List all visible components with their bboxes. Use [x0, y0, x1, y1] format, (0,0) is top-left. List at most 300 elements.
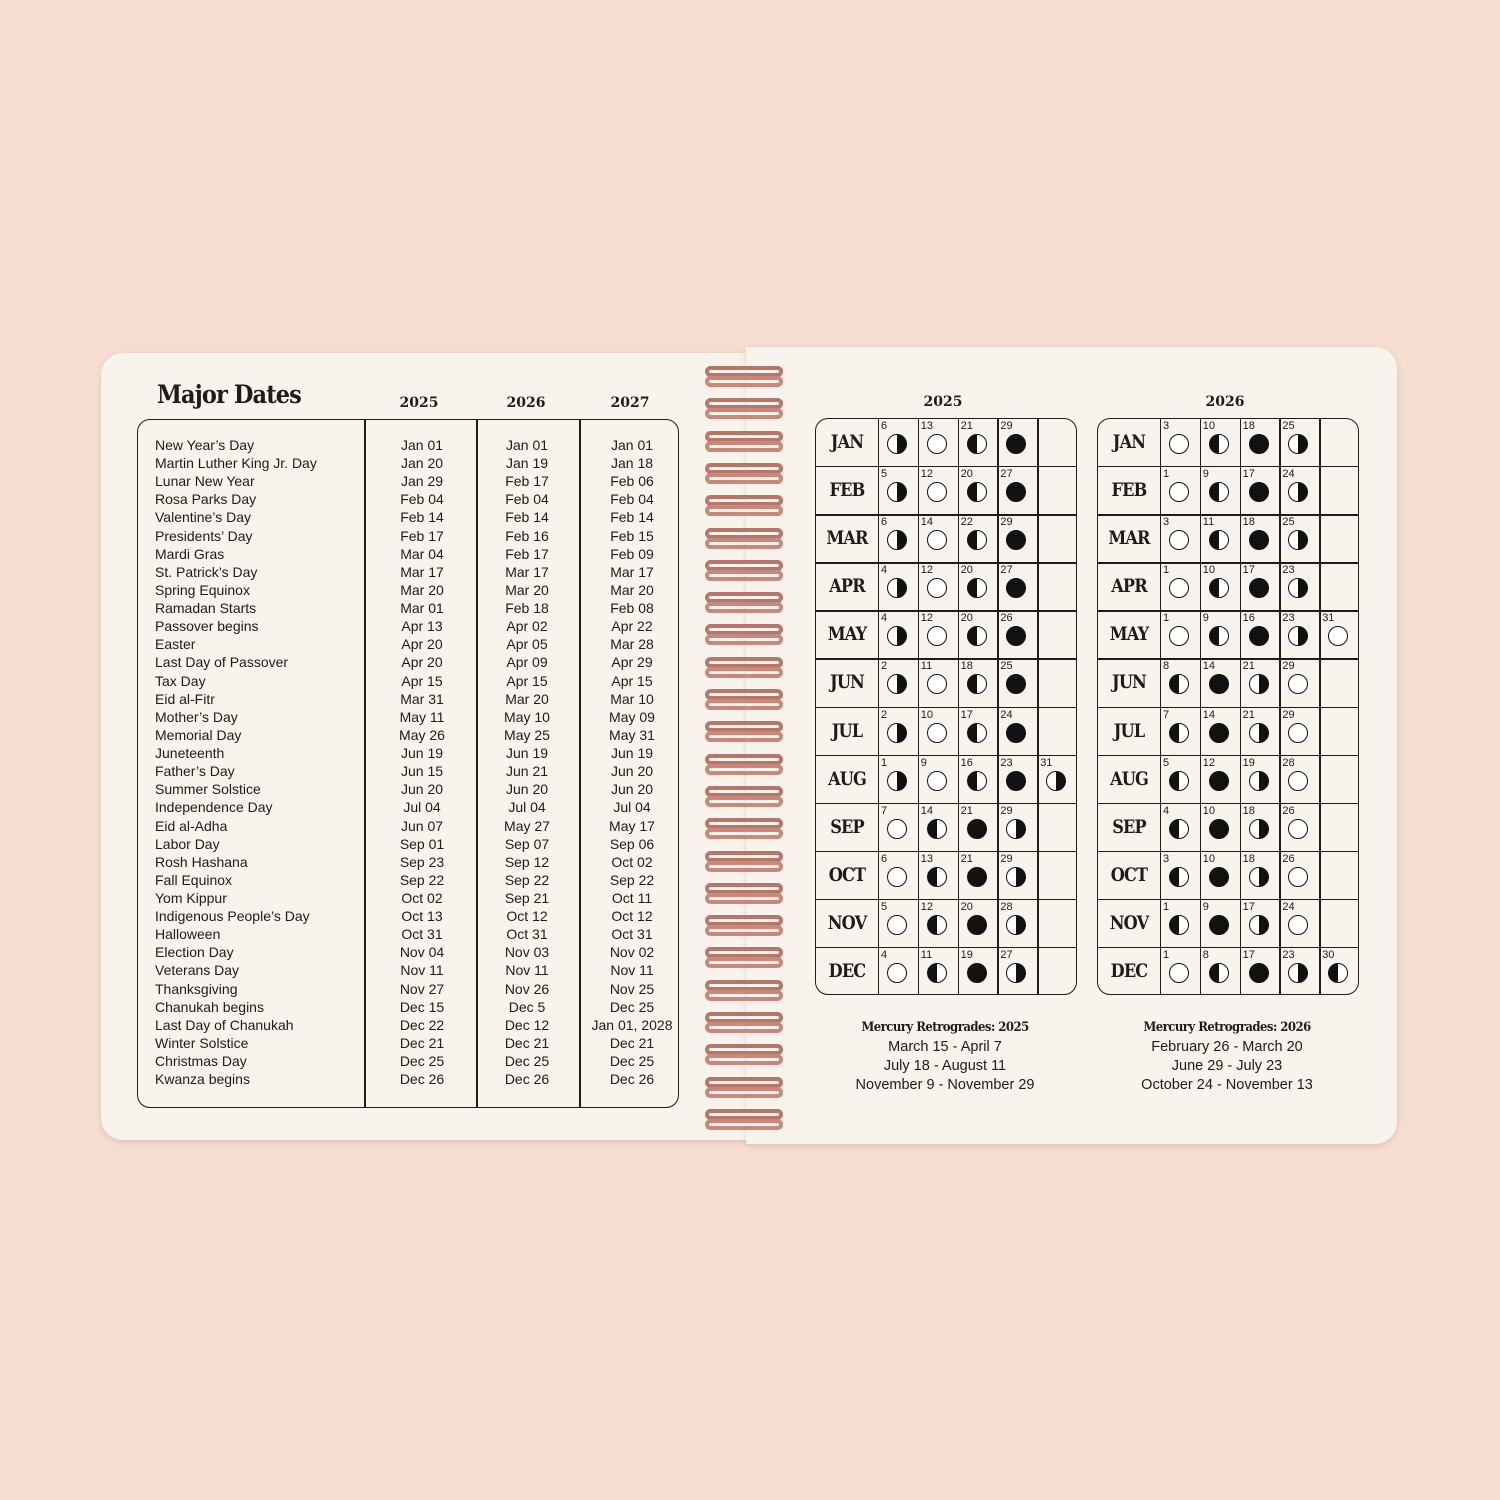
month-label: MAY — [1109, 623, 1148, 646]
date-2026: Feb 04 — [505, 491, 549, 508]
first-quarter-moon-icon — [1249, 771, 1269, 791]
new-moon-icon — [1006, 723, 1026, 743]
phase-day-number: 4 — [881, 948, 888, 961]
last-quarter-moon-icon — [967, 578, 987, 598]
spiral-coil — [705, 431, 783, 455]
date-2027: Dec 25 — [609, 1053, 655, 1070]
new-moon-icon — [1209, 771, 1229, 791]
grid-line — [815, 658, 1077, 659]
month-label: OCT — [1110, 863, 1147, 886]
date-2025: Apr 20 — [401, 654, 443, 671]
date-2027: Jun 20 — [610, 781, 654, 798]
last-quarter-moon-icon — [1169, 867, 1189, 887]
grid-line — [815, 562, 1077, 563]
last-quarter-moon-icon — [1209, 434, 1229, 454]
new-moon-icon — [967, 915, 987, 935]
date-2026: Apr 05 — [506, 636, 548, 653]
phase-day-number: 1 — [1163, 612, 1170, 625]
phase-day-number: 14 — [920, 516, 934, 529]
coil-loop — [705, 1022, 783, 1033]
phase-day-number: 16 — [1242, 612, 1255, 625]
coil-loop — [705, 538, 783, 549]
date-2027: Nov 25 — [609, 980, 655, 997]
phase-day-number: 29 — [1282, 660, 1295, 673]
holiday-name: Halloween — [155, 926, 221, 943]
date-2027: Nov 02 — [609, 944, 655, 961]
spiral-coil — [705, 657, 783, 681]
holiday-name: Memorial Day — [155, 726, 242, 743]
phase-day-number: 21 — [960, 420, 973, 432]
date-2026: Apr 09 — [506, 654, 548, 671]
date-2025: Dec 22 — [399, 1016, 445, 1033]
date-2026: May 27 — [504, 817, 550, 834]
phase-day-number: 23 — [1282, 612, 1295, 625]
grid-line — [1097, 658, 1359, 659]
date-2026: Dec 12 — [504, 1016, 550, 1033]
phase-day-number: 17 — [960, 708, 973, 721]
month-label: NOV — [827, 911, 866, 934]
holiday-name: New Year’s Day — [155, 437, 255, 453]
grid-line — [1097, 562, 1359, 563]
date-2027: Mar 28 — [610, 636, 654, 653]
last-quarter-moon-icon — [1209, 963, 1229, 983]
phase-day-number: 12 — [920, 612, 934, 625]
month-label: AUG — [1109, 767, 1148, 790]
holiday-name: Mother’s Day — [155, 708, 238, 725]
last-quarter-moon-icon — [967, 723, 987, 743]
full-moon-icon — [887, 963, 907, 983]
first-quarter-moon-icon — [887, 530, 907, 550]
retrograde-title: Mercury Retrogrades: 2025 — [861, 1020, 1029, 1035]
phase-day-number: 17 — [1242, 468, 1255, 481]
date-2027: Dec 25 — [609, 998, 655, 1015]
full-moon-icon — [1169, 434, 1189, 454]
date-2025: Jun 19 — [400, 745, 444, 762]
date-2026: May 25 — [504, 726, 550, 743]
full-moon-icon — [927, 434, 947, 454]
date-2026: Dec 21 — [504, 1034, 550, 1051]
date-2027: May 09 — [609, 708, 655, 725]
new-moon-icon — [1249, 578, 1269, 598]
phase-day-number: 2 — [881, 660, 888, 673]
holiday-name: Mardi Gras — [155, 545, 225, 562]
year-header-2026: 2026 — [506, 395, 546, 411]
new-moon-icon — [967, 867, 987, 887]
holiday-name: Ramadan Starts — [155, 600, 257, 617]
coil-loop — [705, 1077, 783, 1088]
new-moon-icon — [1249, 626, 1269, 646]
last-quarter-moon-icon — [1209, 578, 1229, 598]
year-header-2027: 2027 — [610, 395, 650, 411]
holiday-name: Summer Solstice — [155, 781, 261, 798]
coil-loop — [705, 408, 783, 419]
phase-day-number: 24 — [1282, 900, 1295, 913]
coil-loop — [705, 1119, 783, 1130]
date-2027: May 31 — [609, 726, 655, 743]
last-quarter-moon-icon — [1209, 482, 1229, 502]
grid-line — [1097, 466, 1359, 467]
last-quarter-moon-icon — [927, 963, 947, 983]
coil-loop — [705, 990, 783, 1001]
coil-loop — [705, 431, 783, 442]
coil-loop — [705, 1054, 783, 1065]
holiday-name: Rosa Parks Day — [155, 491, 257, 508]
phase-day-number: 14 — [1202, 708, 1216, 721]
phase-day-number: 1 — [1163, 948, 1170, 961]
date-2025: Dec 15 — [399, 998, 445, 1015]
date-2026: Feb 14 — [505, 509, 549, 526]
grid-line — [815, 755, 1077, 756]
date-2026: Mar 17 — [505, 563, 549, 580]
grid-line — [815, 851, 1077, 852]
full-moon-icon — [1169, 530, 1189, 550]
grid-line — [1097, 514, 1359, 515]
new-moon-icon — [1006, 771, 1026, 791]
moon-year-header: 2026 — [1205, 394, 1245, 410]
phase-day-number: 12 — [920, 468, 934, 481]
phase-day-number: 4 — [881, 612, 888, 625]
phase-day-number: 22 — [960, 516, 973, 529]
month-label: JUL — [831, 719, 862, 742]
holiday-name: Eid al-Fitr — [155, 690, 215, 707]
grid-line — [1097, 899, 1359, 900]
spiral-coil — [705, 883, 783, 907]
new-moon-icon — [1209, 819, 1229, 839]
spiral-coil — [705, 560, 783, 584]
date-2025: Feb 14 — [400, 509, 444, 526]
date-2027: Jan 01 — [610, 437, 654, 453]
coil-loop — [705, 731, 783, 742]
date-2026: Jul 04 — [508, 799, 546, 816]
date-2027: Oct 31 — [611, 926, 653, 943]
holiday-name: Christmas Day — [155, 1053, 247, 1070]
phase-day-number: 25 — [1282, 516, 1295, 529]
retrograde-period: March 15 - April 7 — [888, 1039, 1002, 1055]
date-2025: Feb 17 — [400, 527, 444, 544]
grid-line — [1097, 803, 1359, 804]
phase-day-number: 23 — [1282, 948, 1295, 961]
holiday-name: St. Patrick’s Day — [155, 563, 258, 580]
month-label: JUL — [1113, 719, 1144, 742]
month-label: FEB — [829, 479, 864, 502]
phase-day-number: 16 — [960, 756, 973, 769]
full-moon-icon — [1288, 771, 1308, 791]
phase-day-number: 13 — [920, 852, 934, 865]
date-2026: Jun 20 — [505, 781, 549, 798]
date-2027: Apr 15 — [611, 672, 653, 689]
date-2027: Mar 17 — [610, 563, 654, 580]
first-quarter-moon-icon — [1249, 819, 1269, 839]
phase-day-number: 7 — [1163, 708, 1170, 721]
phase-day-number: 11 — [920, 660, 933, 673]
date-2026: Mar 20 — [505, 690, 549, 707]
last-quarter-moon-icon — [967, 434, 987, 454]
date-2026: Jan 19 — [505, 455, 549, 472]
coil-loop — [705, 376, 783, 387]
month-label: MAR — [825, 527, 868, 550]
full-moon-icon — [887, 867, 907, 887]
month-label: SEP — [1111, 815, 1146, 838]
coil-loop — [705, 528, 783, 539]
date-2025: Sep 01 — [399, 835, 445, 852]
phase-day-number: 21 — [1242, 708, 1255, 721]
full-moon-icon — [1288, 867, 1308, 887]
date-2025: Jan 29 — [400, 473, 444, 490]
last-quarter-moon-icon — [1209, 530, 1229, 550]
date-2025: Nov 27 — [399, 980, 445, 997]
date-2026: Oct 12 — [506, 908, 548, 925]
month-label: DEC — [828, 959, 865, 982]
first-quarter-moon-icon — [887, 434, 907, 454]
first-quarter-moon-icon — [887, 771, 907, 791]
phase-day-number: 1 — [1163, 900, 1170, 913]
date-2027: Apr 29 — [611, 654, 653, 671]
phase-day-number: 10 — [1202, 564, 1216, 577]
new-moon-icon — [1209, 915, 1229, 935]
phase-day-number: 29 — [1000, 420, 1013, 432]
new-moon-icon — [1249, 963, 1269, 983]
phase-day-number: 25 — [1000, 660, 1013, 673]
phase-day-number: 14 — [1202, 660, 1216, 673]
date-2025: Jun 15 — [400, 763, 444, 780]
holiday-name: Election Day — [155, 944, 234, 961]
full-moon-icon — [927, 771, 947, 791]
phase-day-number: 10 — [1202, 420, 1216, 432]
date-2025: Mar 17 — [400, 563, 444, 580]
holiday-name: Last Day of Passover — [155, 654, 289, 671]
first-quarter-moon-icon — [1249, 723, 1269, 743]
new-moon-icon — [967, 819, 987, 839]
spiral-coil — [705, 528, 783, 552]
phase-day-number: 4 — [1163, 804, 1170, 817]
last-quarter-moon-icon — [967, 626, 987, 646]
holiday-name: Yom Kippur — [155, 890, 227, 906]
date-2025: Apr 13 — [401, 618, 443, 635]
last-quarter-moon-icon — [967, 482, 987, 502]
last-quarter-moon-icon — [1169, 915, 1189, 935]
last-quarter-moon-icon — [1328, 963, 1348, 983]
coil-loop — [705, 764, 783, 775]
phase-day-number: 26 — [1282, 852, 1295, 865]
spiral-coil — [705, 398, 783, 422]
phase-day-number: 31 — [1040, 756, 1053, 769]
month-label: NOV — [1109, 911, 1148, 934]
last-quarter-moon-icon — [967, 771, 987, 791]
date-2027: Jun 20 — [610, 763, 654, 780]
date-2027: Feb 04 — [610, 491, 654, 508]
date-2025: May 26 — [399, 726, 445, 743]
date-2026: Feb 16 — [505, 527, 549, 544]
new-moon-icon — [1249, 530, 1269, 550]
phase-day-number: 29 — [1282, 708, 1295, 721]
date-2025: Oct 02 — [401, 890, 443, 906]
spiral-coil — [705, 980, 783, 1004]
phase-day-number: 17 — [1242, 564, 1255, 577]
last-quarter-moon-icon — [1209, 626, 1229, 646]
spiral-coil — [705, 786, 783, 810]
full-moon-icon — [1169, 482, 1189, 502]
new-moon-icon — [1209, 867, 1229, 887]
date-2027: Apr 22 — [611, 618, 653, 635]
date-2026: Sep 12 — [504, 853, 550, 870]
grid-line — [1097, 707, 1359, 708]
phase-day-number: 9 — [920, 756, 927, 769]
phase-day-number: 6 — [881, 516, 888, 529]
retrograde-title: Mercury Retrogrades: 2026 — [1143, 1020, 1311, 1035]
holiday-name: Labor Day — [155, 835, 220, 852]
date-2026: Sep 22 — [504, 871, 550, 888]
date-2027: Jan 01, 2028 — [591, 1016, 673, 1033]
spiral-coil — [705, 1012, 783, 1036]
holiday-name: Easter — [155, 636, 196, 653]
phase-day-number: 18 — [1242, 852, 1255, 865]
date-2026: Dec 25 — [504, 1053, 550, 1070]
phase-day-number: 28 — [1282, 756, 1295, 769]
date-2025: Mar 04 — [400, 545, 444, 562]
coil-loop — [705, 796, 783, 807]
phase-day-number: 11 — [1202, 516, 1215, 529]
coil-loop — [705, 861, 783, 872]
date-2026: Sep 21 — [504, 890, 550, 906]
date-2027: Feb 08 — [610, 600, 654, 617]
phase-day-number: 21 — [960, 804, 973, 817]
date-2025: Oct 31 — [401, 926, 443, 943]
holiday-name: Indigenous People’s Day — [155, 908, 310, 925]
coil-loop — [705, 634, 783, 645]
phase-day-number: 17 — [1242, 900, 1255, 913]
holiday-name: Lunar New Year — [155, 473, 255, 490]
retrograde-period: February 26 - March 20 — [1151, 1039, 1303, 1055]
date-2025: Dec 25 — [399, 1053, 445, 1070]
new-moon-icon — [1209, 723, 1229, 743]
first-quarter-moon-icon — [1006, 819, 1026, 839]
coil-loop — [705, 754, 783, 765]
month-label: AUG — [827, 767, 866, 790]
spiral-coil — [705, 624, 783, 648]
full-moon-icon — [927, 530, 947, 550]
phase-day-number: 3 — [1163, 852, 1170, 865]
spiral-coil — [705, 721, 783, 745]
phase-day-number: 18 — [1242, 420, 1255, 432]
coil-loop — [705, 957, 783, 968]
full-moon-icon — [1169, 963, 1189, 983]
holiday-name: Presidents’ Day — [155, 527, 253, 544]
date-2026: Dec 5 — [508, 998, 546, 1015]
date-2027: Jul 04 — [613, 799, 651, 816]
phase-day-number: 27 — [1000, 948, 1013, 961]
holiday-name: Winter Solstice — [155, 1034, 249, 1051]
phase-day-number: 10 — [920, 708, 934, 721]
phase-day-number: 10 — [1202, 852, 1216, 865]
date-2027: Dec 21 — [609, 1034, 655, 1051]
grid-line — [1097, 755, 1359, 756]
phase-day-number: 20 — [960, 900, 973, 913]
holiday-name: Independence Day — [155, 799, 273, 816]
phase-day-number: 21 — [1242, 660, 1255, 673]
holiday-name: Veterans Day — [155, 962, 240, 979]
phase-day-number: 18 — [960, 660, 973, 673]
grid-line — [815, 707, 1077, 708]
phase-day-number: 27 — [1000, 468, 1013, 481]
date-2026: Nov 03 — [504, 944, 550, 961]
date-2027: Feb 14 — [610, 509, 654, 526]
phase-day-number: 1 — [1163, 564, 1170, 577]
date-2025: Apr 20 — [401, 636, 443, 653]
phase-day-number: 9 — [1202, 900, 1209, 913]
date-2026: Jun 21 — [505, 763, 549, 780]
spiral-coil — [705, 592, 783, 616]
first-quarter-moon-icon — [887, 482, 907, 502]
coil-loop — [705, 893, 783, 904]
last-quarter-moon-icon — [927, 819, 947, 839]
full-moon-icon — [927, 626, 947, 646]
holiday-name: Father’s Day — [155, 763, 235, 780]
phase-day-number: 1 — [1163, 468, 1170, 481]
month-label: FEB — [1111, 479, 1146, 502]
holiday-name: Spring Equinox — [155, 581, 250, 598]
phase-day-number: 30 — [1322, 948, 1335, 961]
spiral-coil — [705, 366, 783, 390]
holiday-name: Chanukah begins — [155, 998, 264, 1015]
phase-day-number: 8 — [1202, 948, 1209, 961]
full-moon-icon — [887, 915, 907, 935]
retrograde-period: October 24 - November 13 — [1141, 1077, 1313, 1093]
phase-day-number: 23 — [1000, 756, 1013, 769]
phase-day-number: 25 — [1282, 420, 1295, 432]
grid-line — [815, 899, 1077, 900]
date-2026: Mar 20 — [505, 581, 549, 598]
date-2027: Sep 22 — [609, 871, 655, 888]
date-2027: Oct 12 — [611, 908, 653, 925]
last-quarter-moon-icon — [1169, 771, 1189, 791]
phase-day-number: 19 — [1242, 756, 1255, 769]
phase-day-number: 6 — [881, 852, 888, 865]
date-2026: Apr 02 — [506, 618, 548, 635]
month-label: MAR — [1107, 527, 1150, 550]
phase-day-number: 5 — [881, 468, 888, 481]
date-2026: Jun 19 — [505, 745, 549, 762]
phase-day-number: 31 — [1322, 612, 1335, 625]
phase-day-number: 5 — [1163, 756, 1170, 769]
month-label: SEP — [829, 815, 864, 838]
last-quarter-moon-icon — [967, 674, 987, 694]
date-2025: Mar 31 — [400, 690, 444, 707]
date-2027: Oct 02 — [611, 853, 653, 870]
grid-line — [1097, 610, 1359, 611]
date-2025: Dec 21 — [399, 1034, 445, 1051]
date-2027: Nov 11 — [610, 962, 654, 979]
month-label: OCT — [828, 863, 865, 886]
grid-line — [1097, 947, 1359, 948]
full-moon-icon — [1288, 723, 1308, 743]
grid-line — [815, 803, 1077, 804]
date-2025: Apr 15 — [401, 672, 443, 689]
month-label: JAN — [830, 431, 863, 454]
first-quarter-moon-icon — [1249, 867, 1269, 887]
page-title: Major Dates — [157, 380, 301, 409]
date-2026: Nov 26 — [504, 980, 550, 997]
spiral-coil — [705, 818, 783, 842]
phase-day-number: 26 — [1282, 804, 1295, 817]
spiral-coil — [705, 1077, 783, 1101]
phase-day-number: 29 — [1000, 804, 1013, 817]
full-moon-icon — [927, 723, 947, 743]
phase-day-number: 2 — [881, 708, 888, 721]
month-label: JAN — [1112, 431, 1145, 454]
date-2026: Feb 18 — [505, 600, 549, 617]
phase-day-number: 24 — [1282, 468, 1295, 481]
holiday-name: Kwanza begins — [155, 1071, 250, 1088]
